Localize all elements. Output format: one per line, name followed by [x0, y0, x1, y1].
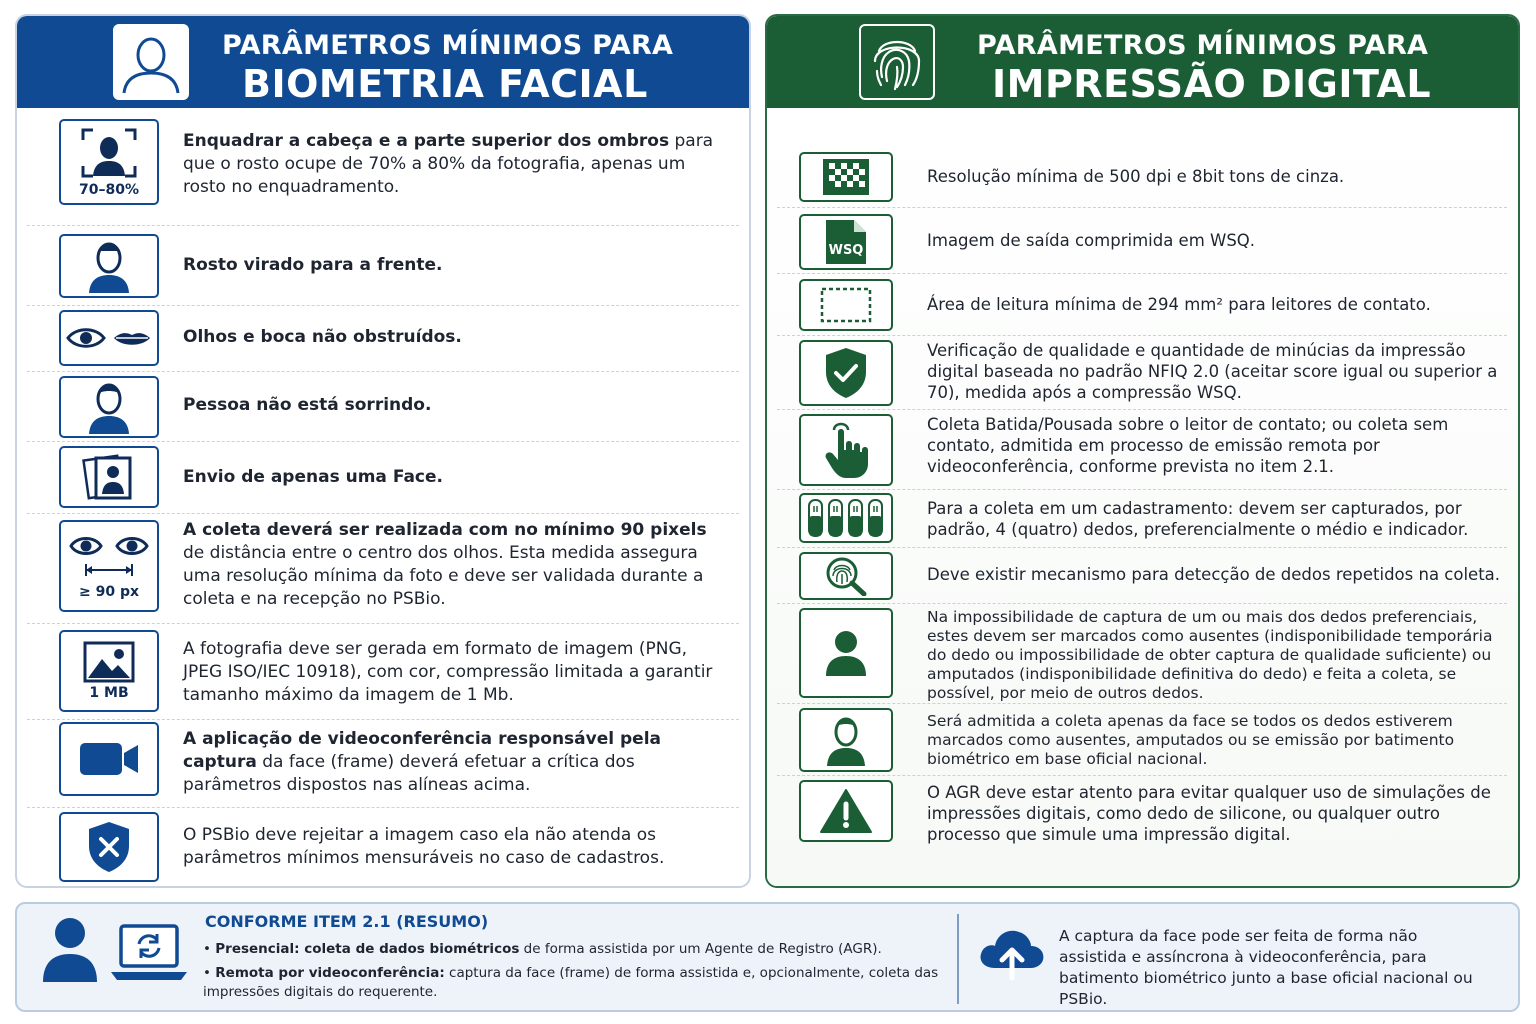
facial-item-psbio-reject — [27, 808, 739, 888]
facial-panel-header — [17, 16, 749, 108]
fp-nfiq-text: Verificação de qualidade e quantidade de minúcias da impressão digital baseada no padrão NFIQ 2.0 (aceitar score igual ou superior a 70), medida após a compressão WSQ. — [927, 341, 1498, 402]
fingerprint-panel — [765, 14, 1520, 888]
person-icon — [799, 608, 893, 698]
fp-simulation-text: O AGR deve estar atento para evitar qualquer uso de simulações de impressões digitais, como dedo de silicone, ou qualquer outro processo que simule uma impressão digital. — [927, 783, 1491, 844]
summary-line-remota: • Remota por videoconferência: captura da face (frame) de forma assistida e, opcionalmente, coleta das impressões digitais do requerente. — [203, 965, 939, 1000]
eye-distance-caption: ≥ 90 px — [78, 584, 139, 600]
eye-distance-text: A coleta deverá ser realizada com no mínimo 90 pixels de distância entre o centro dos olhos. Esta medida assegura uma resolução mínima da foto e deve ser validada durante a coleta e na recepção no PSBio. — [183, 520, 707, 609]
laptop-sync-icon — [109, 922, 189, 986]
facial-item-framing — [27, 116, 739, 226]
facial-item-image-format — [27, 624, 739, 720]
person-icon — [41, 916, 99, 986]
facial-item-single-face — [27, 442, 739, 514]
fingerprint-icon — [859, 24, 935, 100]
fp-item-nfiq — [777, 336, 1507, 410]
photo-stack-icon — [59, 446, 159, 508]
fp-area-text: Área de leitura mínima de 294 mm² para leitores de contato. — [927, 295, 1431, 314]
facial-title-line2: BIOMETRIA FACIAL — [242, 62, 648, 106]
image-format-text: A fotografia deve ser gerada em formato de imagem (PNG, JPEG ISO/IEC 10918), com cor, compressão limitada a garantir tamanho máximo da imagem de 1 Mb. — [183, 639, 713, 705]
finger-touch-icon — [799, 414, 893, 486]
fp-item-face-only — [777, 704, 1507, 776]
facial-item-not-smiling — [27, 372, 739, 442]
not-smiling-text: Pessoa não está sorrindo. — [183, 395, 432, 415]
shield-check-icon — [799, 340, 893, 406]
fp-item-wsq — [777, 208, 1507, 274]
fp-resolution-text: Resolução mínima de 500 dpi e 8bit tons de cinza. — [927, 167, 1345, 186]
fingerprint-title-line1: PARÂMETROS MÍNIMOS PARA — [977, 30, 1429, 61]
dashed-area-icon — [799, 279, 893, 331]
shield-x-icon — [59, 812, 159, 882]
fp-item-absent-fingers — [777, 604, 1507, 704]
checker-pattern-icon — [799, 152, 893, 202]
fp-item-area — [777, 274, 1507, 336]
facial-item-front — [27, 226, 739, 306]
summary-bar — [15, 902, 1520, 1012]
summary-line-presencial: • Presencial: coleta de dados biométricos de forma assistida por um Agente de Registro (AGR). — [203, 941, 882, 957]
fp-item-simulation — [777, 776, 1507, 850]
summary-title: CONFORME ITEM 2.1 (RESUMO) — [205, 912, 489, 931]
fp-four-fingers-text: Para a coleta em um cadastramento: devem ser capturados, por padrão, 4 (quatro) dedos, preferencialmente o médio e indicador. — [927, 499, 1469, 539]
wsq-file-icon — [799, 214, 893, 270]
fp-item-four-fingers — [777, 490, 1507, 548]
summary-right-text: A captura da face pode ser feita de forma não assistida e assíncrona à videoconferência, para batimento biométrico junto a base oficial nacional ou PSBio. — [1059, 927, 1473, 1008]
videoconference-text: A aplicação de videoconferência responsável pela captura da face (frame) deverá efetuar a crítica dos parâmetros dispostos nas alíneas acima. — [183, 729, 661, 795]
fp-wsq-text: Imagem de saída comprimida em WSQ. — [927, 231, 1256, 250]
image-file-icon — [59, 630, 159, 712]
psbio-reject-text: O PSBio deve rejeitar a imagem caso ela não atenda os parâmetros mínimos mensuráveis no caso de cadastros. — [183, 825, 665, 868]
fp-item-duplicates — [777, 548, 1507, 604]
neutral-face-icon — [59, 376, 159, 438]
wsq-label: WSQ — [828, 243, 864, 258]
fp-collection-text: Coleta Batida/Pousada sobre o leitor de contato; ou coleta sem contato, admitida em processo de emissão remota por videoconferência, conforme prevista no item 2.1. — [927, 415, 1449, 476]
facial-biometrics-panel — [15, 14, 751, 888]
facial-item-videoconference — [27, 720, 739, 808]
image-format-caption: 1 MB — [89, 685, 129, 701]
facial-item-eyes-mouth — [27, 306, 739, 372]
fp-item-collection — [777, 410, 1507, 490]
cloud-upload-icon — [977, 924, 1047, 986]
fp-duplicates-text: Deve existir mecanismo para detecção de dedos repetidos na coleta. — [927, 565, 1501, 584]
fingerprint-panel-header — [767, 16, 1518, 108]
face-frame-icon — [59, 119, 159, 205]
fp-absent-text: Na impossibilidade de captura de um ou mais dos dedos preferenciais, estes devem ser marcados como ausentes (indisponibilidade temporária do dedo ou impossibilidade de obter captura de qualidade suficiente) ou amputados (indisponibilidade definitiva do dedo) e feita a coleta, se possível, por meio de outros dedos. — [927, 608, 1493, 702]
fingerprint-search-icon — [799, 552, 893, 600]
face-only-icon — [799, 708, 893, 772]
framing-text: Enquadrar a cabeça e a parte superior dos ombros para que o rosto ocupe de 70% a 80% da fotografia, apenas um rosto no enquadramento. — [183, 131, 714, 197]
framing-caption: 70–80% — [79, 182, 139, 198]
summary-divider — [957, 914, 959, 1004]
facial-title-line1: PARÂMETROS MÍNIMOS PARA — [222, 30, 674, 61]
four-fingers-icon — [799, 493, 893, 543]
eye-distance-icon — [59, 520, 159, 612]
fingerprint-title-line2: IMPRESSÃO DIGITAL — [992, 62, 1432, 106]
video-camera-icon — [59, 722, 159, 796]
eyes-mouth-text: Olhos e boca não obstruídos. — [183, 327, 462, 347]
front-text: Rosto virado para a frente. — [183, 255, 443, 275]
fp-face-only-text: Será admitida a coleta apenas da face se todos os dedos estiverem marcados como ausentes, amputados ou se emissão por batimento biométrico em base oficial nacional. — [927, 712, 1455, 768]
warning-icon — [799, 780, 893, 842]
person-portrait-icon — [113, 24, 189, 100]
eye-mouth-icon — [59, 310, 159, 366]
single-face-text: Envio de apenas uma Face. — [183, 467, 443, 487]
front-face-icon — [59, 234, 159, 298]
facial-item-eye-distance — [27, 514, 739, 624]
fp-item-resolution — [777, 148, 1507, 208]
